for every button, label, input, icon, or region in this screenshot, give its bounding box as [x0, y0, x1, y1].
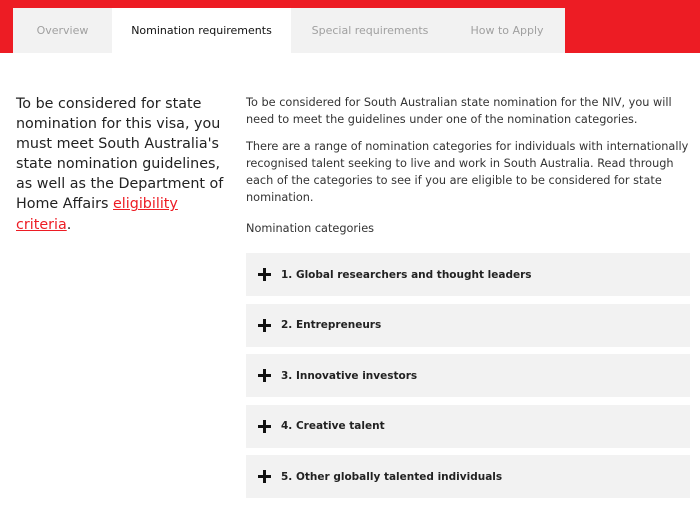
intro-suffix: .: [66, 216, 72, 233]
tab-special-requirements[interactable]: Special requirements: [291, 8, 449, 53]
eligibility-criteria-link[interactable]: eligibility criteria: [16, 196, 178, 233]
accordion-label: 2. Entrepreneurs: [281, 319, 382, 331]
tab-overview[interactable]: Overview: [13, 8, 112, 53]
intro-summary: [16, 94, 231, 235]
main-content: [246, 94, 692, 241]
paragraph-categories-intro: There are a range of nomination categories for individuals with internationally recognised talent seeking to live and work in South Australia. Read through each of the categories to see if you are eligible to be considered for state nomination.: [246, 140, 689, 204]
accordion-item-global-researchers[interactable]: [246, 253, 690, 296]
plus-icon: [258, 420, 271, 433]
accordion-label: 4. Creative talent: [281, 420, 385, 432]
paragraph-guidelines: To be considered for South Australian state nomination for the NIV, you will need to meet the guidelines under one of the nomination categories.: [246, 96, 672, 126]
intro-text: To be considered for state nomination for this visa, you must meet South Australia's state nomination guidelines, as well as the Department of Home Affairs: [16, 96, 224, 213]
categories-accordion: [246, 253, 690, 506]
plus-icon: [258, 319, 271, 332]
tab-how-to-apply[interactable]: How to Apply: [449, 8, 565, 53]
accordion-label: 5. Other globally talented individuals: [281, 470, 503, 483]
accordion-label: 3. Innovative investors: [281, 369, 418, 382]
plus-icon: [258, 470, 271, 483]
plus-icon: [258, 268, 271, 281]
nomination-categories-heading: Nomination categories: [246, 222, 375, 235]
tab-nomination-requirements[interactable]: Nomination requirements: [112, 8, 291, 53]
plus-icon: [258, 369, 271, 382]
tab-bar: [13, 8, 565, 53]
accordion-label: 1. Global researchers and thought leaders: [281, 268, 532, 281]
accordion-item-innovative-investors[interactable]: [246, 354, 690, 397]
accordion-item-entrepreneurs[interactable]: [246, 304, 690, 347]
accordion-item-creative-talent[interactable]: [246, 405, 690, 448]
accordion-item-other-talented[interactable]: [246, 455, 690, 498]
